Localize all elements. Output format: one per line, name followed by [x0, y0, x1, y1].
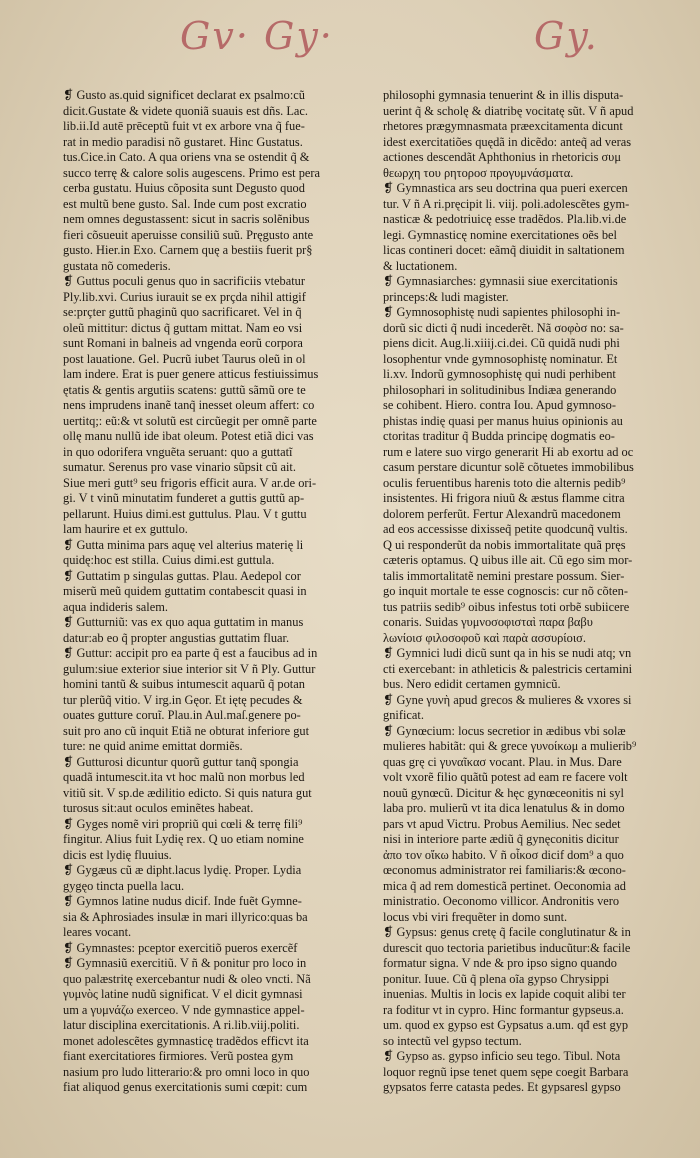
text-line: ❡ Gymnos latine nudus dicif. Inde fuẽt Gymne-	[63, 894, 302, 908]
right-column	[383, 88, 681, 1096]
text-line: pellarunt. Huius dimi.est guttulus. Plau. V t guttu	[63, 506, 307, 521]
text-line: vitiũ sit. V sp.de ædilitio edicto. Si quis natura gut	[63, 785, 312, 800]
text-line: nasium pro ludo litterario:& pro omni loco in quo	[63, 1064, 310, 1079]
text-line: cæteris optamus. Q uibus ille ait. Cũ ego sim mor-	[383, 553, 633, 567]
text-line: oleũ mittitur: dictus q̃ guttam mittat. Nam eo vsi	[63, 320, 303, 335]
text-line: cti exercebant: in athleticis & palestricis certamini	[383, 661, 633, 676]
text-line: ra foditur vt in cypro. Hinc formantur gypseus.a.	[383, 1002, 624, 1017]
text-line: rat in medio paradisi nõ gustaret. Hinc Gustatus.	[63, 134, 303, 149]
text-line: durescit quo tectoria parietibus inducũtur:& facile	[383, 940, 631, 955]
text-line: pars vt apud Victru. Probus Aemilius. Nec sedet	[383, 816, 621, 831]
text-line: ❡ Guttatim p singulas guttas. Plau. Aedepol cor	[63, 568, 301, 583]
text-line: phistas indię quasi per manus huius opinionis au	[383, 413, 623, 428]
text-line: piens dicit. Aug.li.xiiij.ci.dei. Cũ quidã nudi phi	[383, 336, 620, 350]
text-line: nasticæ & pedotriuicę esse tradẽdos. Pla.lib.vi.de	[383, 212, 627, 226]
text-line: tus patriis sedib⁹ oibus infestus toti orbẽ subiicere	[383, 599, 630, 614]
text-line: philosophi gymnasia tenuerint & in illis disputa-	[383, 88, 624, 102]
text-line: nens imprudens inanẽ tanq̃ inesset oleum affert: co	[63, 398, 315, 412]
text-line: locus vbi viri frequẽter in domo sunt.	[383, 909, 568, 924]
text-line: latur disciplina exercitationis. A ri.lib.viij.politi.	[63, 1018, 300, 1032]
text-line: tur. V ñ A ri.pręcipit li. viij. poli.adolescẽtes gym-	[383, 196, 630, 211]
text-line: θεωρχη του ρητοροσ προγυμνάσματα.	[383, 165, 574, 180]
text-line: ❡ Gyne γυνὴ apud grecos & mulieres & vxores si	[383, 692, 632, 707]
text-line: talis immortalitatẽ nemini prestare possum. Sier-	[383, 568, 625, 583]
text-line: volt vxorẽ filio quãtũ potest ad eam re facere volt	[383, 770, 628, 784]
text-line: se:prçter guttũ phaginũ quo sacrificaret. Vel in q̃	[63, 305, 302, 319]
text-line: cerba gustatu. Huius cõposita sunt Degusto quod	[63, 181, 305, 195]
text-line: dolorem perferũt. Fertur Alexandrũ macedonem	[383, 506, 621, 521]
text-line: γυμνὸς latine nudũ significat. V el dicit gymnasi	[63, 987, 303, 1001]
text-line: in quo odorifera vnguẽta seruant: quo a guttatĩ	[63, 444, 293, 459]
text-line: um. quod ex gypso est Gypsatus a.um. qđ est gyp	[383, 1018, 629, 1032]
text-line: loquor regnũ ipse tenet quem sępe coegit Barbara	[383, 1064, 629, 1079]
text-line: formatur signa. V nde & pro ipso signo quando	[383, 956, 617, 970]
text-line: ❡ Gymnasiũ exercitiũ. V ñ & ponitur pro loco in	[63, 956, 307, 970]
text-line: ❡ Gypsus: genus cretę q̃ facile conglutinatur & in	[383, 925, 631, 939]
text-line: Ply.lib.xvi. Curius iurauit se ex prçda nihil attigif	[63, 289, 306, 304]
text-line: bus. Nero edidit certamen gymnicũ.	[383, 677, 561, 691]
text-line: li.xv. Indorũ gymnosophistę qui nudi perhibent	[383, 367, 616, 381]
text-line: ❡ Guttur: accipit pro ea parte q̃ est a faucibus ad in	[63, 646, 318, 660]
text-line: dicit.Gustate & videte quoniã suauis est dñs. Lac.	[63, 103, 309, 118]
text-line: gustata nõ comederis.	[63, 258, 171, 273]
text-line: se cohibent. Hiero. contra Iou. Apud gymnoso-	[383, 398, 616, 412]
text-line: mulieres habitãt: qui & grece γυνοίκωμ a mulierib⁹	[383, 739, 637, 753]
text-line: quas grę ci γυναῖκασ vocant. Plau. in Mus. Dare	[383, 754, 622, 769]
text-line: ❡ Gutturosi dicuntur quorũ guttur tanq̃ spongia	[63, 754, 299, 769]
left-column	[63, 88, 361, 1096]
text-line: mica q̃ ad rem domesticã pertinet. Oeconomia ad	[383, 878, 626, 893]
text-line: ❡ Gynœcium: locus secretior in ædibus vbi solæ	[383, 723, 626, 738]
text-line: dorũ sic dicti q̃ nudi incederẽt. Nã σοφὸσ no: sa-	[383, 320, 624, 335]
text-line: ❡ Gymnastes: pceptor exercitiõ pueros exercẽf	[63, 940, 298, 955]
text-line: monet adolescẽtes gymnasticę tradẽdos efficvt ita	[63, 1033, 309, 1048]
text-line: princeps:& ludi magister.	[383, 289, 509, 304]
text-line: succo terrę & calore solis augescens. Primo est pera	[63, 165, 321, 180]
text-line: homini tantũ & suibus intumescit aquarũ q̃ potan	[63, 677, 305, 691]
text-line: nem omnes degustassent: sicut in sacris solẽnibus	[63, 212, 310, 226]
text-line: sunt Romani in balneis ad vngenda eorũ corpora	[63, 336, 303, 350]
text-line: insistentes. Hi frigora niuũ & æstus flamme citra	[383, 491, 625, 505]
text-line: miserũ meũ quidem guttatim contabescit quasi in	[63, 584, 307, 598]
text-line: ❡ Gymnasiarches: gymnasii siue exercitationis	[383, 274, 618, 288]
text-line: ollę manu nullũ ide ibat oleum. Potest etiã dici vas	[63, 429, 314, 443]
text-line: oculis feruentibus harenis toto die alternis pedib⁹	[383, 475, 626, 490]
text-line: œconomus administrator rei familiaris:& œcono-	[383, 863, 626, 877]
text-line: nisi in interiore parte ædiũ q̃ gynęconitis dicitur	[383, 832, 619, 846]
text-line: rhetores prægymnasmata præexcitamenta dicunt	[383, 119, 623, 133]
text-line: fingitur. Alius fuit Lydię rex. Q uo etiam nomine	[63, 832, 304, 846]
text-line: ❡ Gusto as.quid significet declarat ex psalmo:cũ	[63, 88, 305, 102]
text-line: ouates gutture coruĩ. Plau.in Aul.maſ.genere po-	[63, 708, 301, 722]
text-line: uerint q̃ & scholę & diatribę vocitatę sũt. V ñ apud	[383, 103, 634, 118]
text-line: leares vocant.	[63, 925, 132, 939]
text-line: nouũ gynœcũ. Dicitur & hęc gynœceonitis ni syl	[383, 785, 624, 800]
text-line: est multũ bene gusto. Sal. Inde cum post excratio	[63, 196, 307, 211]
text-line: fieri cõsueuit aperuisse consiliũ suũ. Pręgusto ante	[63, 227, 314, 242]
text-line: ❡ Gymnosophistę nudi sapientes philosophi in-	[383, 305, 621, 319]
text-line: quidę:hoc est stilla. Cuius dimi.est guttula.	[63, 553, 275, 567]
text-line: conaris. Suidas γυμνοσοφισταὶ παρα βαβυ	[383, 615, 593, 629]
text-line: ❡ Gyges nomẽ viri propriũ qui cœli & terrę fili⁹	[63, 816, 303, 831]
text-line: lam haurire et ex guttulo.	[63, 522, 188, 536]
text-line: gypsatos ferre catasta pedes. Et gypsaresl gypso	[383, 1080, 621, 1094]
text-line: ❡ Gutturniũ: vas ex quo aqua guttatim in manus	[63, 615, 304, 629]
text-line: post lauatione. Gel. Pucrũ iubet Taurus oleũ in ol	[63, 351, 306, 366]
text-line: Siue meri gutt⁹ seu frigoris efficit aura. V ar.de ori-	[63, 475, 317, 490]
text-line: turosus sit:aut oculos eminẽtes habeat.	[63, 801, 254, 815]
text-line: sumatur. Serenus pro vase vinario sũpsit cũ ait.	[63, 460, 296, 474]
text-line: losophentur vnde gymnosophistę nominatur. Et	[383, 351, 618, 366]
text-line: actiones descendãt Aphthonius in rhetoricis συμ	[383, 150, 621, 164]
text-line: um a γυμνάζω exerceo. V nde gymnastice appel-	[63, 1002, 305, 1017]
text-line: gulum:siue exterior siue interior sit V ñ Ply. Guttur	[63, 661, 316, 676]
text-line: so intectũ vel gypso tectum.	[383, 1033, 522, 1048]
text-line: uertitq;: eũ:& vt solutũ est circũegit per omnẽ parte	[63, 413, 317, 428]
text-line: quadã intumescit.ita vt hoc malũ non morbus led	[63, 770, 305, 784]
text-line: dicis est lydię fluuius.	[63, 847, 172, 862]
text-line: gnificat.	[383, 708, 424, 722]
text-line: fiat aliquod genus exercitationis sumi cœpit: cum	[63, 1080, 308, 1094]
text-line: ture: ne quid anime emittat dormiẽs.	[63, 739, 243, 753]
text-line: ❡ Gygæus cũ æ dipht.lacus lydię. Proper. Lydia	[63, 863, 302, 877]
text-line: philosophari in solitudinibus Indiæa generando	[383, 382, 617, 397]
running-head-left: Gv· Gy·	[180, 14, 334, 58]
text-line: ministratio. Oeconomo villicor. Andronitis vero	[383, 894, 620, 908]
text-line: ad eos accessisse dixisseq̃ petite quodcunq̃ vultis.	[383, 522, 628, 536]
text-line: ❡ Guttus poculi genus quo in sacrificiis vtebatur	[63, 274, 305, 288]
text-line: tus.Cice.in Cato. A qua oriens vna se ostendit q̃ &	[63, 150, 310, 164]
text-line: aqua indideris salem.	[63, 599, 168, 614]
text-line: gygęo tincta puella lacu.	[63, 878, 185, 893]
text-line: ❡ Gutta minima pars aquę vel alterius materię li	[63, 537, 304, 552]
text-line: ponitur. Iuue. Cũ q̃ plena oĩa gypso Chrysippi	[383, 971, 610, 986]
text-line: lam indere. Erat is puer genere atticus festiuissimus	[63, 367, 319, 381]
text-line: λωνίοισ φιλοσοφοῦ καὶ παρὰ ασσυρίοισ.	[383, 630, 586, 645]
text-line: laba pro. mulierũ vt ita dica lenatulus & in domo	[383, 801, 625, 815]
text-line: ❡ Gymnici ludi dicũ sunt qa in his se nudi atq; vn	[383, 646, 632, 660]
text-line: datur:ab eo q̃ propter angustias guttatim fluar.	[63, 630, 290, 645]
text-line: casum perstare dicuntur solẽ cõtuetes immobilibus	[383, 460, 634, 474]
text-line: quo palæstritę exercebantur nudi & oleo vncti. Nã	[63, 971, 311, 986]
running-head-right: Gy.	[534, 14, 599, 58]
text-line: ❡ Gymnastica ars seu doctrina qua pueri exercen	[383, 181, 628, 195]
text-line: & luctationem.	[383, 258, 458, 273]
text-line: ἀπο τον οἴκω habito. V ñ οἶκοσ dicif dom⁹ a quo	[383, 847, 624, 862]
text-line: gusto. Hier.in Exo. Carnem quę a bestiis fuerit pr§	[63, 243, 313, 257]
text-line: ętatis & gentis argutiis scatens: guttũ sãmũ ore te	[63, 382, 306, 397]
text-line: Q ui responderũt da nobis immortalitate quã pręs	[383, 537, 626, 552]
text-line: rum e latere suo virgo generarit Hi ab exortu ad oc	[383, 444, 634, 459]
text-line: idest exercitatiões quędã in dicẽdo: anteq̃ ad veras	[383, 134, 632, 149]
text-line: sia & Aphrosiades insulæ in mari illyrico:quas ba	[63, 909, 308, 924]
text-line: tur plerũq̃ vitio. V irg.in Gęor. Et iętę pecudes &	[63, 692, 303, 707]
text-line: suit pro ano cũ inquit Etiã ne obturat inferiore gut	[63, 723, 310, 738]
text-line: fiant exercitatiores firmiores. Verũ postea gym	[63, 1049, 294, 1063]
text-line: ctoritas traditur q̃ Budda principę dogmatis eo-	[383, 429, 615, 443]
text-line: go inquit mortale te esse cognoscis: cur nõ cõten-	[383, 584, 628, 598]
text-line: lib.ii.Id autē prēceptũ fuit vt ex arbore vna q̃ fue-	[63, 119, 305, 133]
text-line: gi. V t vinũ minutatim funderet a guttis guttũ ap-	[63, 491, 305, 505]
text-line: inuenias. Multis in locis ex lapide coquit alibi ter	[383, 987, 626, 1001]
text-line: ❡ Gypso as. gypso inficio seu tego. Tibul. Nota	[383, 1049, 621, 1063]
text-line: legi. Gymnasticę nomine exercitationes oẽs bel	[383, 227, 617, 242]
text-line: licas contineri docet: eãmq̃ diuidit in saltationem	[383, 243, 625, 257]
